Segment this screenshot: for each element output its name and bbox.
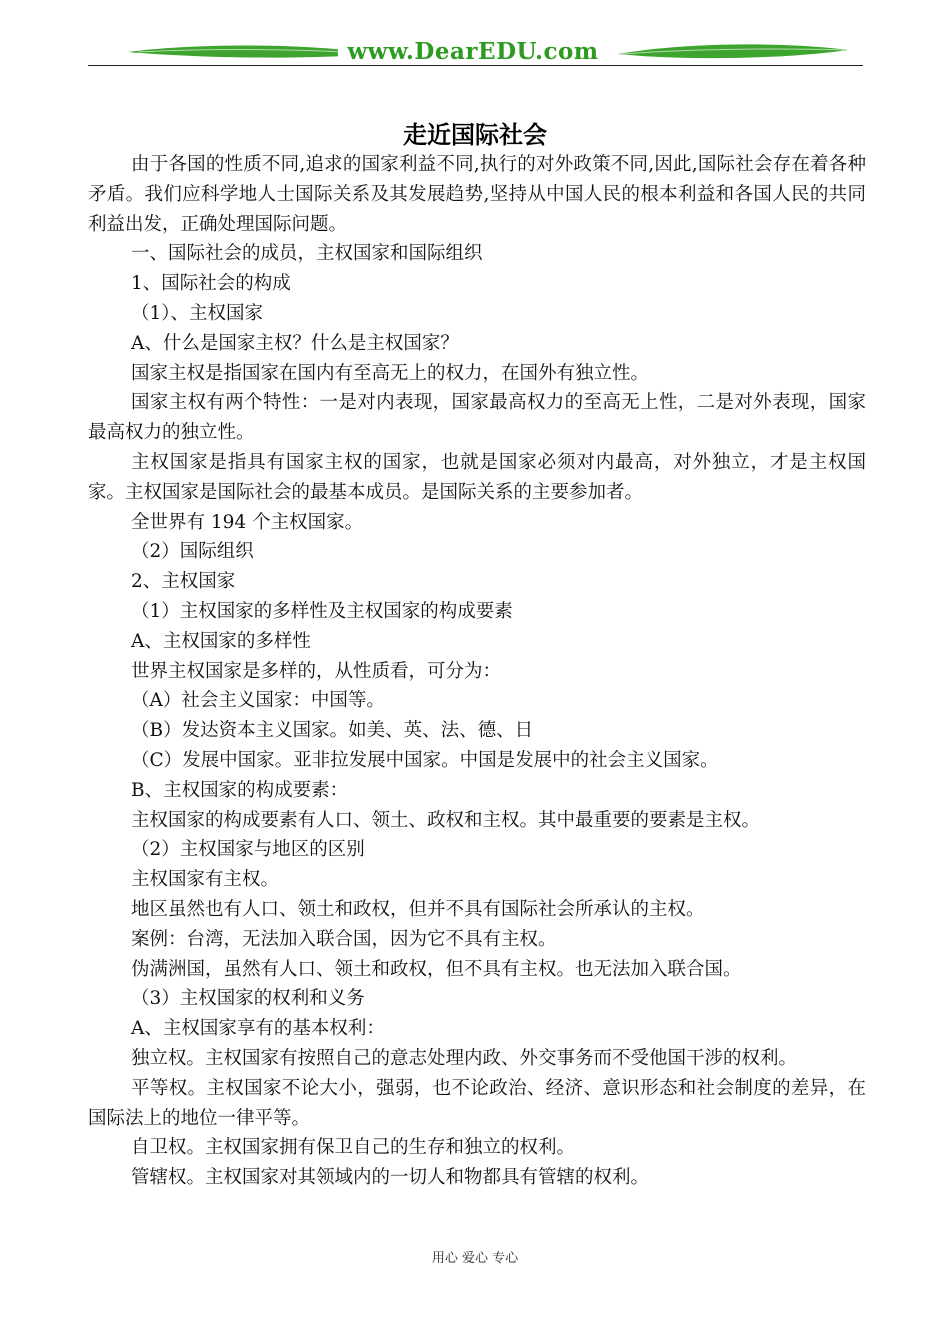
paragraph: 独立权。主权国家有按照自己的意志处理内政、外交事务而不受他国干涉的权利。	[131, 1047, 798, 1069]
paragraph: A、主权国家的多样性	[131, 630, 311, 652]
list-item: （C）发展中国家。亚非拉发展中国家。中国是发展中的社会主义国家。	[131, 749, 719, 771]
subsection-heading: （1）、主权国家	[131, 302, 264, 324]
list-item: （B）发达资本主义国家。如美、英、法、德、日	[131, 720, 534, 742]
paragraph: 案例：台湾，无法加入联合国，因为它不具有主权。	[131, 928, 557, 950]
section-heading: 一、国际社会的成员，主权国家和国际组织	[131, 243, 483, 265]
list-item: （A）社会主义国家：中国等。	[131, 690, 385, 712]
paragraph: 自卫权。主权国家拥有保卫自己的生存和独立的权利。	[131, 1137, 576, 1159]
paragraph: A、什么是国家主权？什么是主权国家？	[131, 332, 459, 354]
paragraph: 国家主权是指国家在国内有至高无上的权力，在国外有独立性。	[131, 362, 650, 384]
paragraph: 由于各国的性质不同,追求的国家利益不同,执行的对外政策不同,因此,国际社会存在着各种矛盾。我们应科学地人士国际关系及其发展趋势,坚持从中国人民的根本利益和各国人民的共同利益出发，正确处理国际问题。	[88, 154, 866, 235]
document-body	[88, 150, 866, 1193]
document-title: 走近国际社会	[403, 121, 547, 149]
paragraph: 地区虽然也有人口、领土和政权，但并不具有国际社会所承认的主权。	[131, 898, 705, 920]
header-divider	[88, 65, 863, 66]
subsection-heading: （2）主权国家与地区的区别	[131, 839, 365, 861]
subsection-heading: （2）国际组织	[131, 541, 254, 563]
page-footer: 用心 爱心 专心	[431, 1251, 519, 1266]
paragraph: 主权国家的构成要素有人口、领土、政权和主权。其中最重要的要素是主权。	[131, 809, 761, 831]
right-leaf-swoosh-icon	[618, 42, 848, 62]
paragraph: 主权国家有主权。	[131, 869, 280, 891]
paragraph: 国家主权有两个特性：一是对内表现，国家最高权力的至高无上性，二是对外表现，国家最高权力的独立性。	[88, 392, 866, 444]
subsection-heading: 1、国际社会的构成	[131, 273, 291, 295]
paragraph: B、主权国家的构成要素：	[131, 779, 349, 801]
paragraph: 世界主权国家是多样的，从性质看，可分为：	[131, 660, 502, 682]
site-logo: www.DearEDU.com	[338, 38, 608, 66]
subsection-heading: （1）主权国家的多样性及主权国家的构成要素	[131, 600, 513, 622]
paragraph: 平等权。主权国家不论大小，强弱，也不论政治、经济、意识形态和社会制度的差异，在国际法上的地位一律平等。	[88, 1077, 866, 1129]
paragraph: 全世界有 194 个主权国家。	[131, 511, 364, 533]
paragraph: 主权国家是指具有国家主权的国家，也就是国家必须对内最高，对外独立，才是主权国家。主权国家是国际社会的最基本成员。是国际关系的主要参加者。	[88, 451, 866, 503]
paragraph: 管辖权。主权国家对其领域内的一切人和物都具有管辖的权利。	[131, 1167, 650, 1189]
paragraph: A、主权国家享有的基本权利：	[131, 1018, 385, 1040]
subsection-heading: 2、主权国家	[131, 571, 236, 593]
page-header	[88, 38, 863, 70]
subsection-heading: （3）主权国家的权利和义务	[131, 988, 365, 1010]
paragraph: 伪满洲国，虽然有人口、领土和政权，但不具有主权。也无法加入联合国。	[131, 958, 742, 980]
